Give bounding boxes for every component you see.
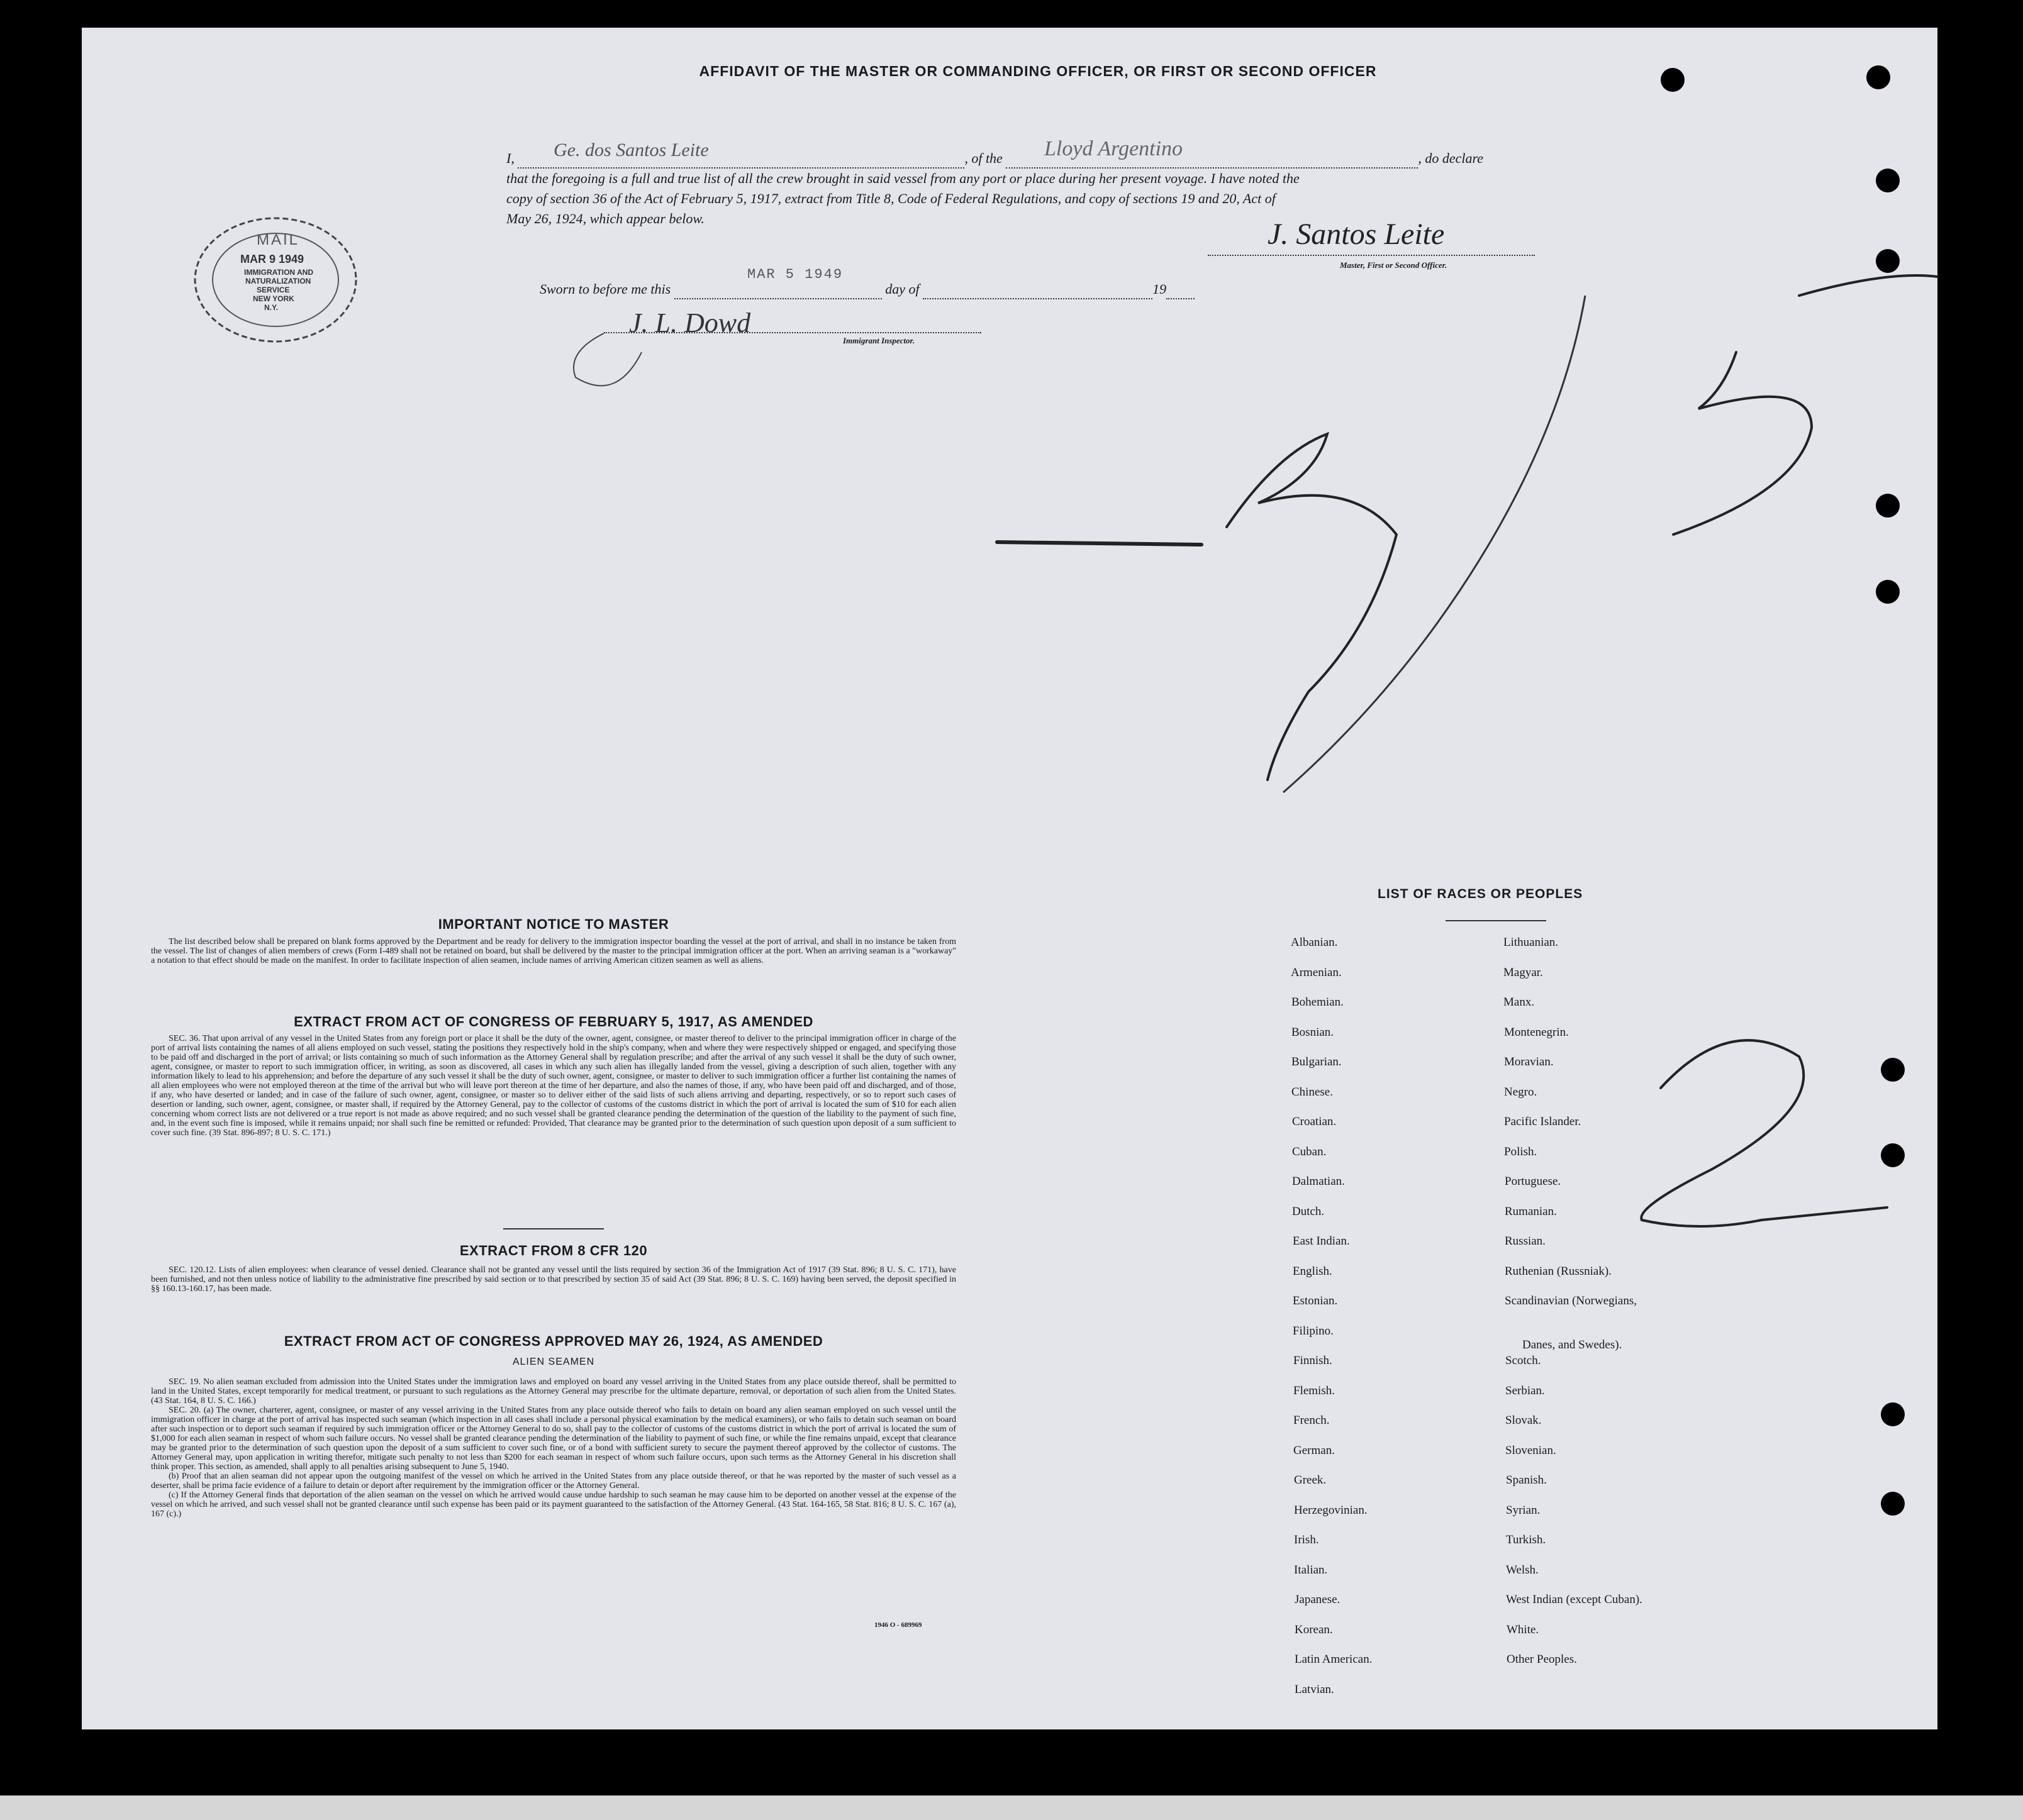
race-item: Pacific Islander. bbox=[1504, 1115, 1581, 1128]
race-item: Chinese. bbox=[1291, 1085, 1333, 1099]
do-declare-label: , do declare bbox=[1418, 150, 1483, 166]
race-item: Slovenian. bbox=[1505, 1444, 1556, 1457]
race-item: East Indian. bbox=[1293, 1235, 1350, 1248]
race-item: Scandinavian (Norwegians, bbox=[1505, 1294, 1637, 1307]
notice-paragraph: The list described below shall be prepared on blank forms approved by the Department and be ready for delivery to the immigration inspector boarding the vessel at the port of arrival, and shall in no instance be taken from the vessel. The list of changes of alien members of crews (Form I-489 shall not be retained on board, but shall be delivered by the master to the principal immigration officer at the port. When an arriving seaman is a "workaway" a notation to that effect should be made on the manifest. In order to facilitate inspection of alien seamen, include names of arriving American citizen seamen as well as aliens. bbox=[151, 937, 956, 965]
stamp-mail: MAIL bbox=[257, 231, 300, 248]
race-item: Welsh. bbox=[1506, 1563, 1539, 1577]
affidavit-line-3: copy of section 36 of the Act of February 5, 1917, extract from Title 8, Code of Federal Regulations, and copy of sections 19 and 20, Act of bbox=[506, 191, 1276, 206]
race-item: Latvian. bbox=[1295, 1683, 1334, 1696]
sworn-stamp-date: MAR 5 1949 bbox=[747, 267, 844, 282]
race-item: Finnish. bbox=[1293, 1354, 1332, 1367]
race-item: Lithuanian. bbox=[1503, 936, 1559, 949]
dash-stroke bbox=[997, 542, 1201, 545]
race-item: Bosnian. bbox=[1291, 1026, 1334, 1039]
sworn-label: Sworn to before me this bbox=[540, 281, 671, 297]
extract-cfr-paragraph: SEC. 120.12. Lists of alien employees: when clearance of vessel denied. Clearance shall not be granted any vessel until the lists required by section 36 of the Immigration Act of 1917 (39 Stat. 896; 8 U. S. C. 171), have been furnished, and not then unless notice of liability to the administrative fine prescribed by said section or to that prescribed by section 35 of said Act (39 Stat. 896; 8 U. S. C. 169) having been served, the deposit specified in §§ 160.13-160.17, has been made. bbox=[151, 1265, 956, 1294]
race-item: Polish. bbox=[1504, 1145, 1537, 1158]
race-item: Irish. bbox=[1294, 1533, 1319, 1546]
stamp-line-3: SERVICE bbox=[257, 286, 290, 294]
race-item: English. bbox=[1293, 1265, 1332, 1278]
race-item: Syrian. bbox=[1506, 1504, 1541, 1517]
race-item: Italian. bbox=[1294, 1563, 1328, 1577]
race-item: Danes, and Swedes). bbox=[1522, 1338, 1622, 1351]
extract-cfr-title: EXTRACT FROM 8 CFR 120 bbox=[459, 1243, 648, 1258]
race-item: Turkish. bbox=[1506, 1533, 1546, 1546]
inspector-loop bbox=[574, 333, 642, 386]
race-item: West Indian (except Cuban). bbox=[1506, 1593, 1642, 1606]
master-caption: Master, First or Second Officer. bbox=[1340, 260, 1447, 270]
extract-cfr-body bbox=[151, 1265, 956, 1294]
slash-stroke bbox=[1283, 296, 1585, 792]
race-item: Rumanian. bbox=[1505, 1205, 1557, 1218]
year-prefix: 19 bbox=[1152, 281, 1167, 297]
three-stroke bbox=[1227, 434, 1396, 780]
race-item: White. bbox=[1507, 1623, 1539, 1636]
extract-1917-title: EXTRACT FROM ACT OF CONGRESS OF FEBRUARY 5, 1917, AS AMENDED bbox=[294, 1014, 813, 1029]
master-name-handwritten: Ge. dos Santos Leite bbox=[554, 140, 709, 160]
master-signature-handwritten: J. Santos Leite bbox=[1268, 218, 1445, 251]
two-stroke bbox=[1641, 1040, 1887, 1226]
race-item: Bulgarian. bbox=[1291, 1055, 1342, 1068]
race-item: Filipino. bbox=[1293, 1324, 1334, 1338]
sec-20b-paragraph: (b) Proof that an alien seaman did not appear upon the outgoing manifest of the vessel on which he arrived in the United States from any place outside thereof, or that he was reported by the master of such vessel as a deserter, shall be prima facie evidence of a failure to detain or deport after requirement by the immigration officer or the Attorney General. bbox=[151, 1472, 956, 1490]
race-item: Flemish. bbox=[1293, 1384, 1335, 1397]
race-item: Portuguese. bbox=[1505, 1175, 1561, 1188]
race-item: Dutch. bbox=[1292, 1205, 1325, 1218]
race-item: Herzegovinian. bbox=[1294, 1504, 1368, 1517]
race-item: Latin American. bbox=[1295, 1653, 1373, 1666]
race-item: French. bbox=[1293, 1414, 1330, 1427]
race-item: Albanian. bbox=[1291, 936, 1338, 949]
race-item: Bohemian. bbox=[1291, 996, 1344, 1009]
day-of-label: day of bbox=[885, 281, 920, 297]
race-item: Armenian. bbox=[1291, 966, 1342, 979]
extract-1924-body bbox=[151, 1377, 956, 1519]
race-item: Manx. bbox=[1503, 996, 1535, 1009]
race-item: Other Peoples. bbox=[1507, 1653, 1577, 1666]
inspector-caption: Immigrant Inspector. bbox=[843, 336, 915, 345]
stamp-line-5: N.Y. bbox=[264, 303, 279, 312]
races-divider bbox=[1446, 920, 1546, 921]
sec-20a-paragraph: SEC. 20. (a) The owner, charterer, agent, consignee, or master of any vessel arriving in the United States from any place outside thereof who fails to detain on board any alien seaman employed on such vessel until the immigration officer in charge at the port of arrival has inspected such seaman (which inspection in all cases shall include a personal physical examination by the medical examiners), or who fails to detain such seaman on board after such inspection or to deport such seaman if required by such immigration officer or the Attorney General to do so, shall pay to the collector of customs of the customs district in which the port of arrival is located the sum of $1,000 for each alien seaman in respect of whom such failure occurs. No vessel shall be granted clearance pending the determination of the liability to payment of such fine, or while the fine remains unpaid, except that clearance may be granted prior to the determination of such question upon the deposit of a sum sufficient to cover such fine, or of a bond with sufficient surety to secure the payment thereof approved by the collector of customs. The Attorney General may, upon application in writing therefor, mitigate such penalty to not less than $200 for each seaman in respect of whom such failure occurs, upon such terms as the Attorney General in his discretion shall think proper. This section, as amended, shall apply to all penalties arising subsequent to June 5, 1940. bbox=[151, 1406, 956, 1472]
race-item: Ruthenian (Russniak). bbox=[1505, 1265, 1612, 1278]
divider bbox=[503, 1228, 604, 1229]
five-stroke bbox=[1673, 275, 1937, 535]
sec-19-paragraph: SEC. 19. No alien seaman excluded from admission into the United States under the immigration laws and employed on board any vessel arriving in the United States from any place outside thereof, shall be permitted to land in the United States, except temporarily for medical treatment, or pursuant to such regulations as the Attorney General may prescribe for the ultimate departure, removal, or deportation of such alien from the United States. (43 Stat. 164, 8 U. S. C. 166.) bbox=[151, 1377, 956, 1406]
affidavit-line-2: that the foregoing is a full and true list of all the crew brought in said vessel from any port or place during her present voyage. I have noted the bbox=[506, 170, 1300, 186]
race-item: Dalmatian. bbox=[1292, 1175, 1345, 1188]
race-item: Magyar. bbox=[1503, 966, 1543, 979]
race-item: Greek. bbox=[1294, 1473, 1327, 1487]
race-item: Croatian. bbox=[1292, 1115, 1337, 1128]
race-item: Cuban. bbox=[1292, 1145, 1327, 1158]
vessel-name-handwritten: Lloyd Argentino bbox=[1044, 137, 1183, 160]
race-item: Russian. bbox=[1505, 1235, 1546, 1248]
notice-title: IMPORTANT NOTICE TO MASTER bbox=[438, 916, 669, 932]
extract-1917-body bbox=[151, 1034, 956, 1138]
race-item: German. bbox=[1293, 1444, 1335, 1457]
race-item: Montenegrin. bbox=[1504, 1026, 1569, 1039]
sec-20c-paragraph: (c) If the Attorney General finds that deportation of the alien seaman on the vessel on which he arrived would cause undue hardship to such seaman he may cause him to be deported on another vessel at the expense of the vessel on which he arrived, and such vessel shall not be granted clearance until such expense has been paid or its payment guaranteed to the satisfaction of the Attorney General. (43 Stat. 164-165, 58 Stat. 816; 8 U. S. C. 167 (a), 167 (c).) bbox=[151, 1490, 956, 1519]
affidavit-title: AFFIDAVIT OF THE MASTER OR COMMANDING OFFICER, OR FIRST OR SECOND OFFICER bbox=[699, 63, 1377, 79]
race-item: Korean. bbox=[1295, 1623, 1333, 1636]
stamp-line-1: IMMIGRATION AND bbox=[244, 268, 313, 277]
race-item: Negro. bbox=[1504, 1085, 1537, 1099]
inspector-signature-handwritten: J. L. Dowd bbox=[629, 308, 751, 338]
of-the-label: , of the bbox=[964, 150, 1003, 166]
i-label: I, bbox=[506, 150, 515, 166]
races-title: LIST OF RACES OR PEOPLES bbox=[1378, 887, 1583, 901]
print-code: 1946 O - 689969 bbox=[874, 1621, 922, 1629]
extract-1924-title: EXTRACT FROM ACT OF CONGRESS APPROVED MAY 26, 1924, AS AMENDED bbox=[284, 1333, 823, 1349]
race-item: Serbian. bbox=[1505, 1384, 1545, 1397]
stamp-date: MAR 9 1949 bbox=[240, 253, 304, 265]
race-item: Scotch. bbox=[1505, 1354, 1541, 1367]
race-item: Estonian. bbox=[1293, 1294, 1338, 1307]
affidavit-line-4: May 26, 1924, which appear below. bbox=[506, 211, 705, 226]
extract-1924-subtitle: ALIEN SEAMEN bbox=[512, 1357, 595, 1367]
race-item: Slovak. bbox=[1505, 1414, 1542, 1427]
stamp-line-4: NEW YORK bbox=[253, 294, 294, 303]
race-item: Spanish. bbox=[1506, 1473, 1547, 1487]
notice-body bbox=[151, 937, 956, 965]
extract-1917-paragraph: SEC. 36. That upon arrival of any vessel in the United States from any foreign port or place it shall be the duty of the owner, agent, consignee, or master thereof to deliver to the principal immigration officer in charge of the port of arrival lists containing the names of all aliens employed on such vessel, stating the positions they respectively hold in the ship's company, when and where they were respectively shipped or engaged, and specifying those to be paid off and discharged in the port of arrival; or lists containing so much of such information as the Attorney General shall by regulation prescribe; and after the arrival of any such vessel it shall be the duty of such owner, agent, consignee, or master to report to such immigration officer, in writing, as soon as discovered, all cases in which any such alien has illegally landed from the vessel, giving a description of such alien, together with any information likely to lead to his apprehension; and before the departure of any such vessel it shall be the duty of such owner, agent, consignee, or master to deliver to such immigration officer a further list containing the names of all alien employees who were not employed thereon at the time of the arrival but who will leave port thereon at the time of her departure, and also the names of those, if any, who have been paid off and discharged, and of those, if any, who have deserted or landed; and in case of the failure of such owner, agent, consignee, or master so to deliver either of the said lists of such aliens arriving and departing, respectively, or so to report such cases of desertion or landing, such owner, agent, consignee, or master shall, if required by the Attorney General, pay to the collector of customs of the customs district in which the port of arrival is located the sum of $10 for each alien concerning whom correct lists are not delivered or a true report is not made as above required; and no such vessel shall be granted clearance pending the determination of the question of the liability to the payment of such fine, and, in the event such fine is imposed, while it remains unpaid; nor shall such fine be remitted or refunded: Provided, That clearance may be granted prior to the determination of such question upon deposit of a sum sufficient to cover such fine. (39 Stat. 896-897; 8 U. S. C. 171.) bbox=[151, 1034, 956, 1138]
race-item: Japanese. bbox=[1295, 1593, 1340, 1606]
stamp-line-2: NATURALIZATION bbox=[245, 277, 311, 286]
race-item: Moravian. bbox=[1504, 1055, 1554, 1068]
